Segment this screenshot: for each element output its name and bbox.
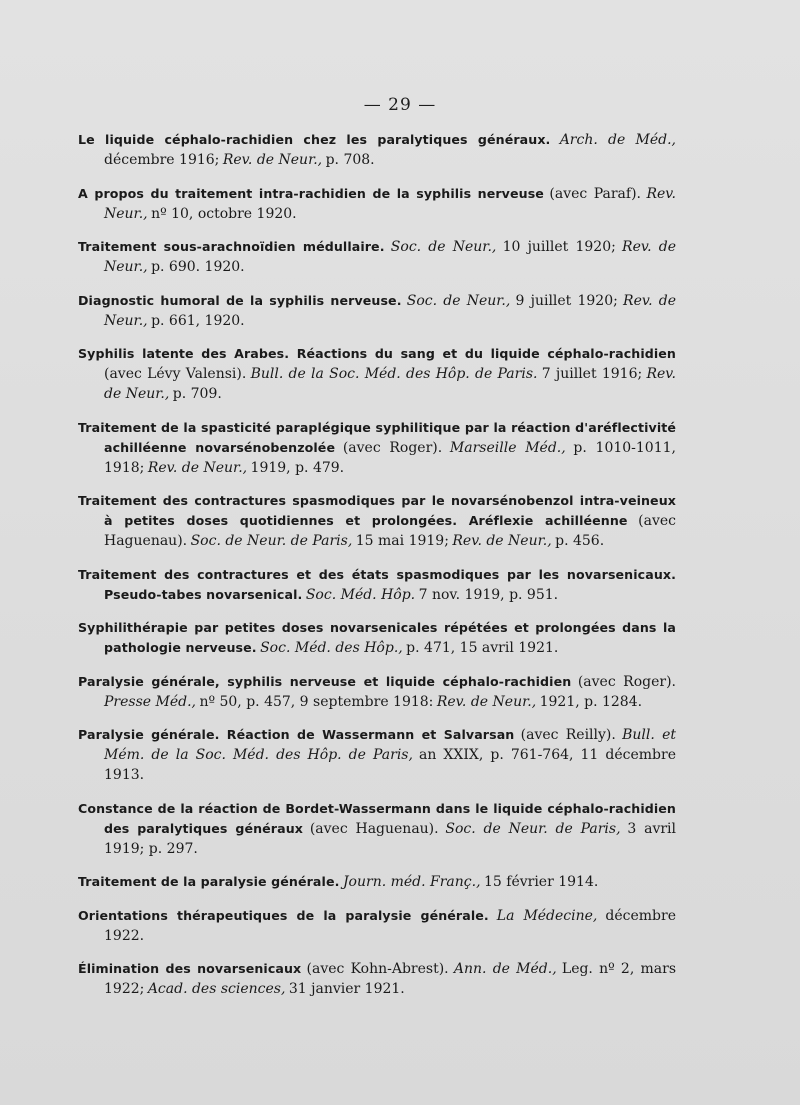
entry-reference: p. 661, 1920.	[151, 312, 245, 329]
entry-title: A propos du traitement intra-rachidien de la syphilis nerveuse	[78, 185, 544, 201]
entry-journal: Soc. de Neur. de Paris,	[190, 533, 353, 549]
entry-reference: Leg. nº 2, mars 1922;	[104, 961, 677, 997]
entry-title: Traitement de la spasticité paraplégique syphilitique par la réaction d'aréflectivité achilléenne novarsénobenzolée	[78, 419, 676, 455]
entry-title: Paralysie générale. Réaction de Wassermann et Salvarsan	[78, 727, 515, 742]
entry-reference: an XXIX, p. 761-764, 11 décembre 1913.	[104, 747, 676, 783]
entry-reference: 1919, p. 479.	[250, 459, 345, 476]
entry-reference: 31 janvier 1921.	[288, 981, 405, 997]
entry-title: Élimination des novarsenicaux	[78, 961, 302, 976]
entry-reference: 10 juillet 1920;	[502, 239, 616, 255]
entry-journal: Marseille Méd.,	[449, 439, 566, 456]
entry-journal: Soc. Méd. Hôp.	[305, 586, 416, 603]
bibliography-entry	[78, 130, 676, 170]
entry-journal: Soc. Méd. des Hôp.,	[260, 640, 403, 656]
bibliography-entry	[78, 959, 676, 999]
bibliography-entry	[78, 418, 676, 478]
bibliography-entry	[78, 799, 676, 859]
entry-title: Traitement des contractures spasmodiques par le novarsénobenzol intra-veineux à petites doses quotidiennes et prolongées. Aréflexie achilléenne	[78, 493, 676, 528]
entry-title: Syphilis latente des Arabes. Réactions du sang et du liquide céphalo-rachidien	[78, 346, 676, 361]
entry-title: Diagnostic humoral de la syphilis nerveuse.	[78, 292, 402, 308]
bibliography-entry	[78, 184, 676, 224]
entry-reference: 1921, p. 1284.	[539, 693, 643, 710]
entry-journal: Rev. de Neur.,	[104, 239, 676, 275]
entry-reference: p. 708.	[325, 152, 375, 168]
entry-journal: Soc. de Neur. de Paris,	[445, 820, 621, 837]
bibliography-entry	[78, 906, 676, 946]
entry-journal: Acad. des sciences,	[147, 981, 286, 997]
entry-journal: Bull. et Mém. de la Soc. Méd. des Hôp. de Paris,	[104, 727, 676, 763]
entry-title: Traitement des contractures et des états spasmodiques par les novarsenicaux. Pseudo-tabes novarsenical.	[78, 566, 676, 602]
entry-reference: p. 709.	[172, 386, 222, 402]
entry-reference: 7 juillet 1916;	[541, 366, 643, 382]
entry-journal: Rev. de Neur.,	[222, 152, 323, 168]
bibliography-entry	[78, 872, 676, 892]
entry-reference: nº 10, octobre 1920.	[151, 205, 297, 222]
entry-reference: 15 mai 1919;	[355, 533, 449, 549]
entry-journal: Ann. de Méd.,	[453, 961, 557, 977]
entry-title: Paralysie générale, syphilis nerveuse et liquide céphalo-rachidien	[78, 673, 572, 689]
entry-reference: p. 1010-1011, 1918;	[104, 439, 676, 476]
entry-journal: Rev. de Neur.,	[436, 693, 537, 710]
entry-journal: Soc. de Neur.,	[406, 292, 511, 309]
entry-reference: (avec Haguenau).	[309, 820, 439, 837]
bibliography-list	[78, 130, 676, 1013]
entry-reference: p. 471, 15 avril 1921.	[406, 640, 559, 656]
entry-journal: Arch. de Méd.,	[559, 132, 676, 148]
entry-reference: (avec Reilly).	[520, 727, 616, 743]
entry-reference: (avec Paraf).	[549, 185, 641, 202]
entry-journal: Soc. de Neur.,	[390, 239, 497, 255]
entry-title: Orientations thérapeutiques de la paralysie générale.	[78, 907, 489, 923]
bibliography-entry	[78, 291, 676, 331]
entry-reference: p. 456.	[555, 533, 605, 549]
entry-journal: Bull. de la Soc. Méd. des Hôp. de Paris.	[250, 366, 538, 382]
entry-journal: Rev. Neur.,	[104, 185, 676, 222]
bibliography-entry	[78, 672, 676, 712]
entry-title: Syphilithérapie par petites doses novarsenicales répétées et prolongées dans la pathologie nerveuse.	[78, 620, 676, 655]
page-number: — 29 —	[363, 95, 437, 115]
entry-journal: Rev. de Neur.,	[104, 292, 676, 329]
bibliography-entry	[78, 491, 676, 551]
entry-reference: (avec Kohn-Abrest).	[306, 961, 449, 977]
entry-title: Le liquide céphalo-rachidien chez les paralytiques généraux.	[78, 132, 551, 147]
entry-reference: (avec Haguenau).	[104, 513, 677, 549]
entry-reference: 9 juillet 1920;	[515, 292, 618, 309]
entry-reference: décembre 1916;	[104, 152, 220, 168]
entry-reference: 7 nov. 1919, p. 951.	[418, 586, 559, 603]
entry-reference: (avec Roger).	[577, 673, 676, 690]
entry-reference: 15 février 1914.	[484, 874, 599, 890]
entry-journal: Journ. méd. Franç.,	[342, 874, 481, 890]
bibliography-entry	[78, 237, 676, 277]
entry-reference: p. 690. 1920.	[151, 259, 245, 275]
entry-reference: nº 50, p. 457, 9 septembre 1918:	[199, 693, 434, 710]
entry-reference: 3 avril 1919; p. 297.	[104, 820, 676, 857]
entry-journal: Rev. de Neur.,	[104, 366, 676, 402]
entry-title: Traitement sous-arachnoïdien médullaire.	[78, 239, 385, 254]
entry-journal: Presse Méd.,	[104, 693, 196, 710]
bibliography-entry	[78, 725, 676, 785]
entry-journal: La Médecine,	[496, 907, 598, 924]
bibliography-entry	[78, 344, 676, 404]
entry-title: Constance de la réaction de Bordet-Wassermann dans le liquide céphalo-rachidien des paralytiques généraux	[78, 800, 676, 836]
entry-reference: (avec Lévy Valensi).	[104, 366, 247, 382]
entry-reference: décembre 1922.	[104, 907, 676, 944]
entry-title: Traitement de la paralysie générale.	[78, 874, 340, 889]
entry-reference: (avec Roger).	[342, 439, 443, 456]
entry-journal: Rev. de Neur.,	[452, 533, 552, 549]
bibliography-entry	[78, 565, 676, 605]
bibliography-entry	[78, 618, 676, 658]
entry-journal: Rev. de Neur.,	[147, 459, 248, 476]
